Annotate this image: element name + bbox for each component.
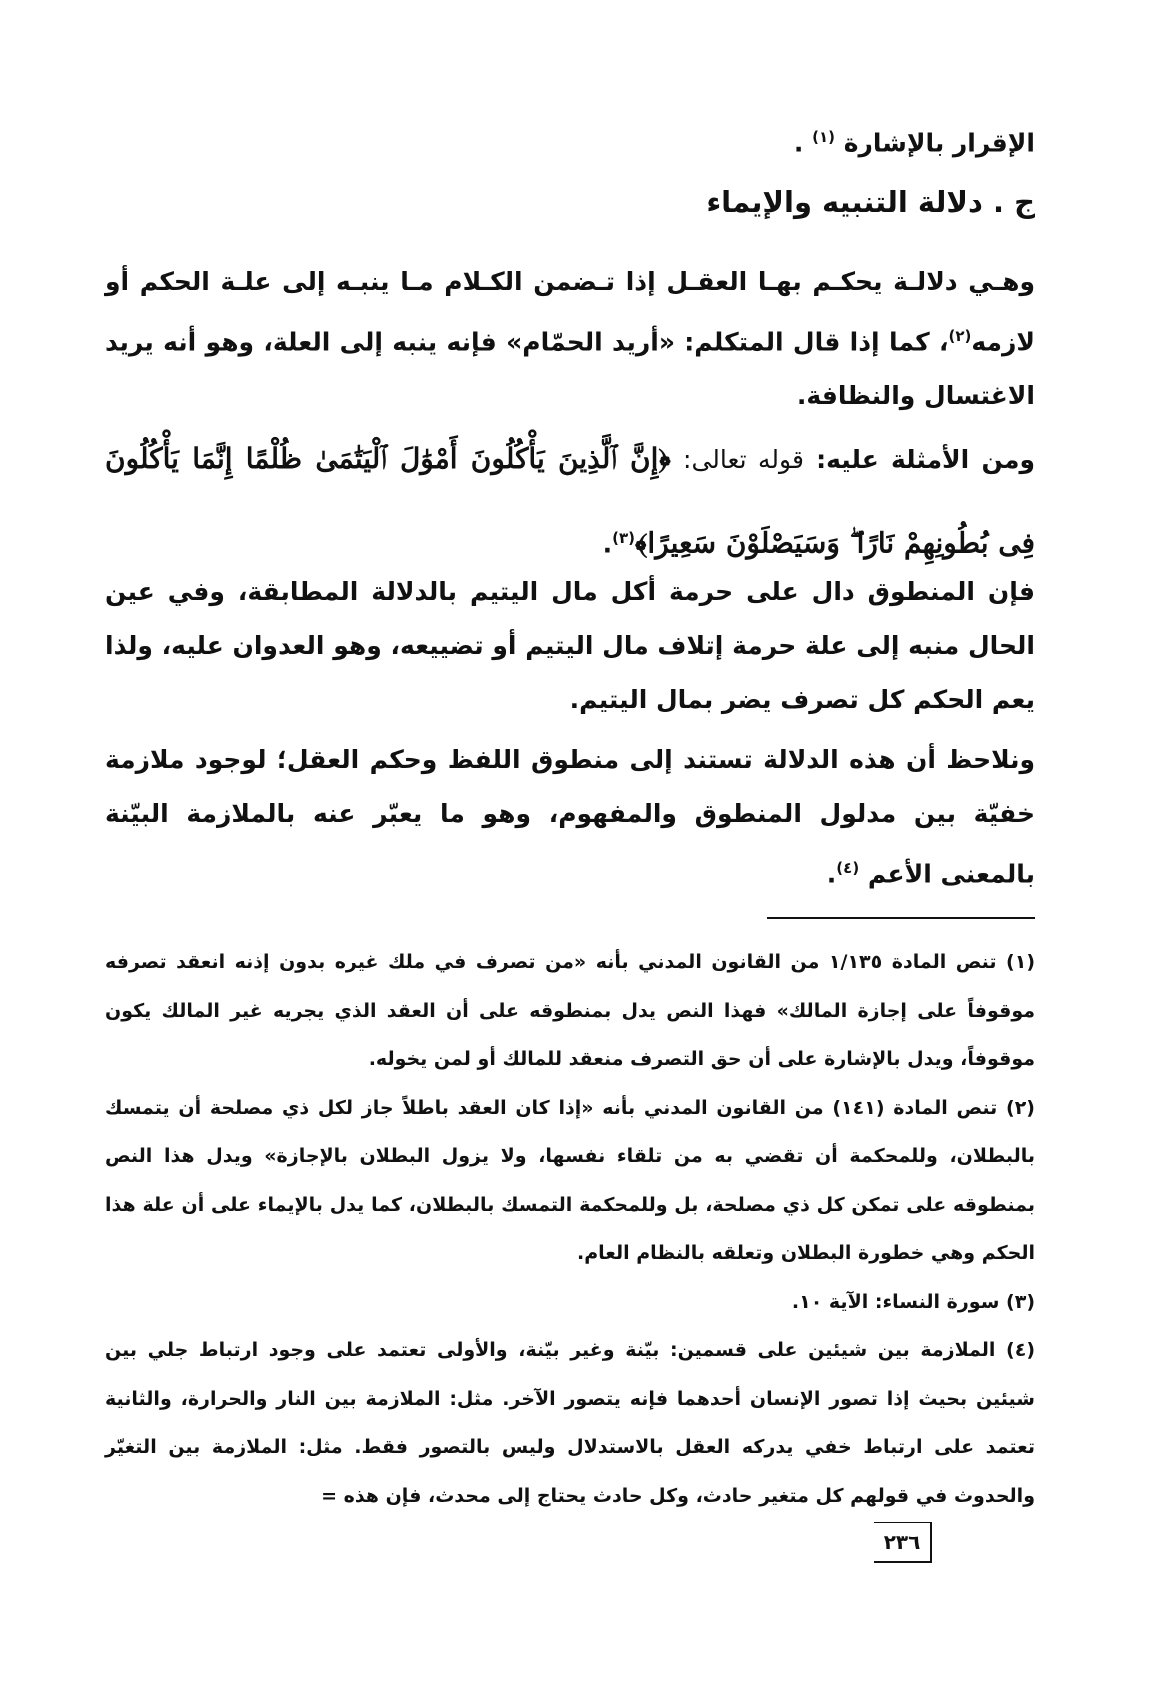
continuation-line: الإقرار بالإشارة $^{(١)}$ .: [793, 128, 1035, 158]
quran-verse: ﴿إِنَّ ٱلَّذِينَ يَأْكُلُونَ أَمْوَٰلَ ٱلْيَتَٰمَىٰ ظُلْمًا إِنَّمَا يَأْكُلُونَ فِى بُطُونِهِمْ نَارًا ۖ وَسَيَصْلَوْنَ سَعِيرًا﴾: [105, 442, 1035, 560]
section-heading: ج . دلالة التنبيه والإيماء: [706, 185, 1035, 219]
footnotes: [105, 938, 1035, 1520]
footnote-separator: [767, 917, 1035, 919]
footnote-ref[interactable]: (٤): [836, 859, 860, 877]
paragraph-example: ومن الأمثلة عليه: قوله تعالى: ﴿إِنَّ ٱلَّذِينَ يَأْكُلُونَ أَمْوَٰلَ ٱلْيَتَٰمَىٰ ظُلْمًا إِنَّمَا يَأْكُلُونَ فِى بُطُونِهِمْ نَارًا ۖ وَسَيَصْلَوْنَ سَعِيرًا﴾$^{(٣)}$.: [105, 442, 1035, 560]
text: الإقرار بالإشارة: [843, 128, 1035, 158]
footnote-ref[interactable]: (٣): [612, 529, 636, 547]
footnote-4: (٤) الملازمة بين شيئين على قسمين: بيّنة وغير بيّنة، والأولى تعتمد على وجود ارتباط جلي بين شيئين بحيث إذا تصور الإنسان أحدهما فإنه يتصور الآخر. مثل: الملازمة بين النار والحرارة، والثانية تعتمد على ارتباط خفي يدركه العقل بالاستدلال وليس بالتصور فقط. مثل: الملازمة بين التغيّر والحدوث في قولهم كل متغير حادث، وكل حادث يحتاج إلى محدث، فإن هذه =: [105, 1339, 1035, 1507]
text: ، كما إذا قال المتكلم: «أريد الحمّام» فإنه ينبه إلى العلة، وهو أنه يريد الاغتسال والنظافة.: [105, 327, 1035, 411]
footnote-2: (٢) تنص المادة (١٤١) من القانون المدني بأنه «إذا كان العقد باطلاً جاز لكل ذي مصلحة أن يتمسك بالبطلان، وللمحكمة أن تقضي به من تلقاء نفسها، ولا يزول البطلان بالإجازة» ويدل هذا النص بمنطوقه على تمكن كل ذي مصلحة، بل وللمحكمة التمسك بالبطلان، كما يدل بالإيماء على أن علة هذا الحكم وهي خطورة البطلان وتعلقه بالنظام العام.: [105, 1096, 1035, 1264]
text: قوله تعالى:: [683, 445, 804, 474]
footnote-ref[interactable]: (١): [812, 128, 835, 146]
examples-label: ومن الأمثلة عليه:: [816, 445, 1035, 474]
footnote-3: (٣) سورة النساء: الآية ١٠.: [791, 1290, 1035, 1313]
footnote-ref[interactable]: (٢): [948, 327, 972, 345]
paragraph-note: ونلاحظ أن هذه الدلالة تستند إلى منطوق اللفظ وحكم العقل؛ لوجود ملازمة خفيّة بين مدلول المنطوق والمفهوم، وهو ما يعبّر عنه بالملازمة البيّنة بالمعنى الأعم $^{(٤)}$.: [105, 745, 1035, 889]
page-number: ٢٣٦: [874, 1522, 932, 1563]
text: ونلاحظ أن هذه الدلالة تستند إلى منطوق اللفظ وحكم العقل؛ لوجود ملازمة خفيّة بين مدلول المنطوق والمفهوم، وهو ما يعبّر عنه بالملازمة البيّنة بالمعنى الأعم: [105, 745, 1035, 889]
text: وهـي دلالـة يحكـم بهـا العقـل إذا تـضمن الكـلام مـا ينبـه إلى علـة الحكم أو لازمه: [105, 267, 1035, 357]
paragraph-explanation: فإن المنطوق دال على حرمة أكل مال اليتيم بالدلالة المطابقة، وفي عين الحال منبه إلى علة حرمة إتلاف مال اليتيم أو تضييعه، وهو العدوان عليه، ولذا يعم الحكم كل تصرف يضر بمال اليتيم.: [105, 577, 1035, 714]
paragraph-definition: [105, 255, 1035, 423]
footnote-1: (١) تنص المادة ١/١٣٥ من القانون المدني بأنه «من تصرف في ملك غيره بدون إذنه انعقد تصرفه موقوفاً على إجازة المالك» فهذا النص يدل بمنطوقه على أن العقد الذي يجريه غير المالك يكون موقوفاً، ويدل بالإشارة على أن حق التصرف منعقد للمالك أو لمن يخوله.: [105, 951, 1035, 1070]
